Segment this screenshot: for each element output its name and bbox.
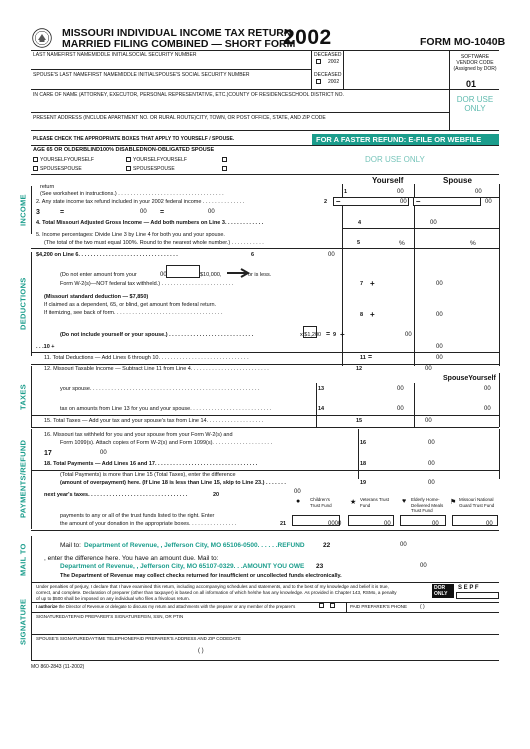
- line-14-text: tax on amounts from Line 13 for you and your spouse. . . . . . . . . . . . . . . . . . . . . . . . . . .: [60, 406, 272, 412]
- line-15-text: 15. Total Taxes — Add your tax and your spouse's tax from Line 14. . . . . . . . . . . . . . . . . . .: [44, 418, 264, 424]
- preparer-phone-paren: ( ): [420, 604, 425, 610]
- form-number-footer: MO 860-2843 (11-2002): [31, 664, 85, 670]
- perjury-statement-1: Under penalties of perjury, I declare that I have examined this return, including accompanying schedules and statements, and to the best of my knowledge and belief it is true,: [36, 584, 389, 589]
- line-21-number: 21: [280, 521, 287, 527]
- authorize-preparer-text: [36, 604, 295, 609]
- line-15-number: 15: [356, 418, 363, 424]
- dor-only-label: DOR ONLY: [434, 585, 448, 597]
- authorize-bold: I authorize: [36, 604, 58, 609]
- line-6-text: $4,200 on Line 6. . . . . . . . . . . . . . . . . . . . . . . . . . . . . . . . .: [36, 252, 178, 258]
- line-1-yourself-cents: 00: [397, 189, 404, 195]
- spouse-deceased-year: 2002: [328, 79, 340, 85]
- deductions-section-label: DEDUCTIONS: [18, 277, 28, 331]
- line-8-plus: +: [370, 310, 375, 319]
- line-16-cents: 00: [428, 440, 435, 446]
- deceased-checkbox[interactable]: [316, 59, 321, 64]
- elderly-meals-trust-fund-label: Elderly Home- Delivered Meals Trust Fund: [411, 497, 444, 513]
- line-17-cents: 00: [100, 450, 107, 456]
- line-19-text-b: (amount of overpayment) here. (If Line 18 is less than Line 15, skip to Line 23.) . . . . . . .: [60, 480, 286, 486]
- spouse-deceased-checkbox[interactable]: [316, 79, 321, 84]
- line-16-text-b: Form 1099(s). Attach copies of Form W-2(s) and Form 1099(s). . . . . . . . . . . . . . . . . . . .: [60, 440, 273, 446]
- elderly-fund-box[interactable]: [400, 515, 446, 526]
- line-2-spouse-box[interactable]: [413, 197, 481, 206]
- dor-use-only-2: DOR USE ONLY: [365, 155, 425, 164]
- income-section-label: INCOME: [18, 194, 28, 226]
- line-1-spouse-cents: 00: [475, 189, 482, 195]
- yourself-column-header: Yourself: [372, 176, 404, 185]
- line-23-address: Department of Revenue, , Jefferson City, MO 65107-0329. . .AMOUNT YOU OWE: [60, 563, 305, 570]
- line-6-cents: 00: [328, 252, 335, 258]
- line-19-number: 19: [360, 480, 367, 486]
- spouse-deceased-label: DECEASED: [314, 72, 342, 78]
- line-22-number: 22: [323, 542, 331, 549]
- line-13-spouse-cents: 00: [484, 386, 491, 392]
- line-3-equals: =: [60, 209, 65, 216]
- guard-fund-icon: ⚑: [450, 499, 457, 506]
- tax-year: 2002: [283, 26, 332, 49]
- line-9-amount: x $1,200: [300, 332, 322, 338]
- paid-preparer-phone-label: PAID PREPARER'S PHONE: [350, 604, 407, 609]
- line-2-text: 2. Any state income tax refund included in your 2002 federal income . . . . . . . . . . . . . .: [36, 199, 245, 205]
- line-14-spouse-cents: 00: [484, 406, 491, 412]
- nonobligated-spouse-checkbox[interactable]: [222, 166, 227, 171]
- line-4-number: 4: [358, 220, 362, 226]
- line-11-cents: 00: [436, 355, 443, 361]
- yourself-label-1: YOURSELFYOURSELF: [40, 157, 94, 163]
- line-9-number: 9: [333, 332, 337, 338]
- care-of-field[interactable]: IN CARE OF NAME (ATTORNEY, EXECUTOR, PERSONAL REPRESENTATIVE, ETC.)COUNTY OF RESIDENCESCHOOL DISTRICT NO.: [33, 92, 344, 98]
- line-23-cents: 00: [420, 563, 427, 569]
- childrens-trust-fund-label: Children's Trust Fund: [310, 497, 332, 508]
- line-11-text: 11. Total Deductions — Add Lines 6 through 10. . . . . . . . . . . . . . . . . . . . . . . . . . . . . .: [44, 355, 249, 361]
- line-22-mail-label: Mail to:: [60, 542, 81, 549]
- line-13-number: 13: [318, 386, 325, 392]
- yourself-label-2: YOURSELFYOURSELF: [133, 157, 187, 163]
- refund-banner-text: FOR A FASTER REFUND: E-FILE OR WEBFILE: [316, 135, 482, 144]
- taxpayer-name-field[interactable]: LAST NAMEFIRST NAMEMIDDLE INITIALSOCIAL SECURITY NUMBER: [33, 52, 197, 58]
- line-11-number: 11: [360, 355, 366, 361]
- line-3-spouse-cents: 00: [208, 209, 215, 215]
- line-23-number: 23: [316, 563, 324, 570]
- line-7-text-b: Form W-2(s)—NOT federal tax withheld.) . . . . . . . . . . . . . . . . . . . . . . . .: [60, 281, 234, 287]
- deceased-label: DECEASED: [314, 52, 342, 58]
- line-23-text: , enter the difference here. You have an amount due. Mail to:: [44, 555, 219, 562]
- line-4-cents: 00: [430, 220, 437, 226]
- line-7-amount: $10,000,: [200, 272, 222, 278]
- line-7-number: 7: [360, 281, 364, 287]
- line-7-text-a: (Do not enter amount from your: [60, 272, 137, 278]
- yourself-disabled-checkbox[interactable]: [126, 157, 131, 162]
- line-9-text: (Do not include yourself or your spouse.) . . . . . . . . . . . . . . . . . . . . . . . . . . . .: [60, 332, 254, 338]
- line-22-address: Department of Revenue, , Jefferson City, MO 65106-0500. . . . . .REFUND: [84, 542, 305, 549]
- line-5-text-a: 5. Income percentages: Divide Line 3 by Line 4 for both you and your spouse.: [36, 232, 225, 238]
- line-4-text: 4. Total Missouri Adjusted Gross Income — Add both numbers on Line 3. . . . . . . . . . . . .: [36, 220, 264, 226]
- form-title-line1: MISSOURI INDIVIDUAL INCOME TAX RETURN: [62, 27, 292, 39]
- line-2-minus-2: –: [416, 197, 421, 206]
- line-20-number: 20: [213, 492, 220, 498]
- software-vendor-code-label: SOFTWARE VENDOR CODE (Assigned by DOR): [453, 54, 497, 72]
- age-blind-heading: AGE 65 OR OLDERBLIND100% DISABLEDNON-OBLIGATED SPOUSE: [33, 147, 215, 153]
- line-2-number: 2: [324, 199, 328, 205]
- line-5-spouse-pct: %: [470, 240, 476, 247]
- yourself-65-checkbox[interactable]: [33, 157, 38, 162]
- line-2-spouse-cents: 00: [485, 199, 492, 205]
- veterans-fund-icon: ★: [350, 499, 357, 506]
- line-8-text-a: (Missouri standard deduction — $7,850): [44, 294, 149, 300]
- form-id: FORM MO-1040B: [420, 36, 506, 48]
- line-11-equals: =: [368, 354, 373, 361]
- line-12-cents: 00: [425, 366, 432, 372]
- line-8-cents: 00: [436, 312, 443, 318]
- line-1-number: 1: [344, 189, 348, 195]
- taxes-section-label: TAXES: [18, 384, 28, 410]
- line-17-number: 17: [44, 450, 52, 457]
- line-9-cents: 00: [405, 332, 412, 338]
- line-22-cents: 00: [400, 542, 407, 548]
- line-7-plus: +: [370, 279, 375, 288]
- line-5-number: 5: [357, 240, 361, 246]
- line-8-text-c: If itemizing, see back of form. . . . . . . . . . . . . . . . . . . . . . . . . . . . . . . . . . . .: [44, 310, 223, 316]
- signature-field-row[interactable]: SIGNATUREDATEPAID PREPARER'S SIGNATUREFEIN, SSN, OR PTIN: [36, 614, 184, 619]
- spouse-label-2: SPOUSESPOUSE: [133, 166, 175, 172]
- sepf-codes: S E P F: [458, 585, 479, 591]
- state-seal: [32, 28, 52, 48]
- returned-checks-note: The Department of Revenue may collect checks returned for insufficient or uncollected funds electronically.: [60, 573, 342, 579]
- line-18-number: 18: [360, 461, 367, 467]
- dor-use-only: DOR USE ONLY: [456, 95, 494, 113]
- line-7-input-box[interactable]: [166, 265, 200, 278]
- line-8-text-b: If claimed as a dependent, 65, or blind, get amount from federal return.: [44, 302, 217, 308]
- line-7-tail: or is less.: [248, 272, 272, 278]
- childrens-fund-icon: ●: [296, 498, 301, 505]
- line-15-cents: 00: [425, 418, 432, 424]
- spouse-65-checkbox[interactable]: [33, 166, 38, 171]
- authorize-no-checkbox[interactable]: [330, 603, 335, 608]
- line-21-text-b: the amount of your donation in the appropriate boxes. . . . . . . . . . . . . . . .: [60, 521, 237, 527]
- payments-section-label: PAYMENTS/REFUND: [18, 439, 28, 519]
- line-1-text-b: (See worksheet in instructions.) . . . . . . . . . . . . . . . . . . . . . . . . . . . . . . . . . . .: [40, 191, 224, 197]
- address-field[interactable]: PRESENT ADDRESS (INCLUDE APARTMENT NO. OR RURAL ROUTE)CITY, TOWN, OR POST OFFICE, STATE, AND ZIP CODE: [33, 115, 326, 121]
- form-title-line2: MARRIED FILING COMBINED — SHORT FORM: [62, 38, 296, 50]
- authorize-rest: the Director of Revenue or delegate to discuss my return and attachments with the preparer or any member of the preparer's: [58, 604, 296, 609]
- line-2-yourself-cents: 00: [400, 199, 407, 205]
- line-19-text-a: (Total Payments) is more than Line 15 (Total Taxes), enter the difference: [60, 472, 236, 478]
- line-20-cents: 00: [294, 489, 301, 495]
- line-7-box-cents: 00: [160, 272, 167, 278]
- line-19-cents: 00: [428, 480, 435, 486]
- spouse-disabled-checkbox[interactable]: [126, 166, 131, 171]
- line-9-equals: =: [326, 331, 331, 338]
- line-3-equals-2: =: [160, 209, 165, 216]
- line-3-number: 3: [36, 209, 40, 216]
- spouse-column-header: Spouse: [443, 176, 472, 185]
- line-13-text: your spouse. . . . . . . . . . . . . . . . . . . . . . . . . . . . . . . . . . . . . . . . . . . . . . . . . . . . . . . .: [60, 386, 260, 392]
- line-14-number: 14: [318, 406, 325, 412]
- signature-section-label: SIGNATURE: [18, 598, 28, 646]
- line-18-text: 18. Total Payments — Add Lines 16 and 17. . . . . . . . . . . . . . . . . . . . . . . . . . . . . . . . . .: [44, 461, 258, 467]
- line-5-yourself-pct: %: [399, 240, 405, 247]
- spouse-signature-field-row[interactable]: SPOUSE'S SIGNATUREDAYTIME TELEPHONEPAID PREPARER'S ADDRESS AND ZIP CODEDATE: [36, 636, 241, 641]
- veterans-fund-cents: 00: [384, 521, 391, 527]
- line-9-plus: +: [340, 330, 345, 339]
- line-1-text-a: return: [40, 184, 55, 190]
- line-2-yourself-box[interactable]: [333, 197, 409, 206]
- line-5-text-b: (The total of the two must equal 100%. Round to the nearest whole number.) . . . . . . . . . . .: [44, 240, 264, 246]
- line-3-yourself-cents: 00: [140, 209, 147, 215]
- elderly-fund-icon: ♥: [402, 498, 407, 505]
- perjury-statement-3: of up to $500 shall be imposed on any individual who files a frivolous return.: [36, 596, 190, 601]
- line-6-number: 6: [251, 252, 255, 258]
- spouse-label-1: SPOUSESPOUSE: [40, 166, 82, 172]
- spouse-yourself-header: SpouseYourself: [443, 375, 496, 382]
- state-seal-icon: [32, 28, 52, 48]
- nonobligated-yourself-checkbox[interactable]: [222, 157, 227, 162]
- spouse-name-field[interactable]: SPOUSE'S LAST NAMEFIRST NAMEMIDDLE INITIALSPOUSE'S SOCIAL SECURITY NUMBER: [33, 72, 250, 78]
- line-21-text-a: payments to any or all of the trust funds listed to the right. Enter: [60, 513, 215, 519]
- line-12-number: 12: [356, 366, 363, 372]
- line-16-text-a: 16. Missouri tax withheld for you and your spouse from your Form W-2(s) and: [44, 432, 233, 438]
- line-2-minus-1: –: [336, 197, 341, 206]
- line-8-number: 8: [360, 312, 364, 318]
- line-16-number: 16: [360, 440, 367, 446]
- vendor-code-value: 01: [466, 79, 477, 89]
- guard-fund-cents: 00: [486, 521, 493, 527]
- deceased-year: 2002: [328, 59, 340, 65]
- line-14-yourself-cents: 00: [397, 406, 404, 412]
- sepf-box[interactable]: [456, 592, 499, 599]
- line-12-text: 12. Missouri Taxable Income — Subtract Line 11 from Line 4. . . . . . . . . . . . . . . . . . . . . . . . . .: [44, 366, 269, 372]
- elderly-fund-cents: 00: [432, 521, 439, 527]
- line-10-cents: 00: [436, 344, 443, 350]
- daytime-phone-paren: ( ): [198, 648, 204, 654]
- check-boxes-heading: PLEASE CHECK THE APPROPRIATE BOXES THAT APPLY TO YOURSELF / SPOUSE.: [33, 136, 235, 142]
- line-13-yourself-cents: 00: [397, 386, 404, 392]
- perjury-statement-2: correct, and complete. Declaration of preparer (other than taxpayer) is based on all information of which he/she has any knowledge. As provided in Chapter 143, RSMo, a penalty: [36, 590, 397, 595]
- authorize-yes-checkbox[interactable]: [319, 603, 324, 608]
- veterans-trust-fund-label: Veterans Trust Fund: [360, 497, 390, 508]
- line-7-cents: 00: [436, 281, 443, 287]
- mail-to-section-label: MAIL TO: [18, 543, 28, 577]
- line-18-cents: 00: [428, 461, 435, 467]
- national-guard-trust-fund-label: Missouri National Guard Trust Fund: [459, 497, 495, 508]
- line-20-text: next year's taxes. . . . . . . . . . . . . . . . . . . . . . . . . . . . . . . . .: [44, 492, 188, 498]
- line-10-text: . . .10 +: [36, 344, 55, 350]
- childrens-fund-cents: 0000: [328, 521, 342, 527]
